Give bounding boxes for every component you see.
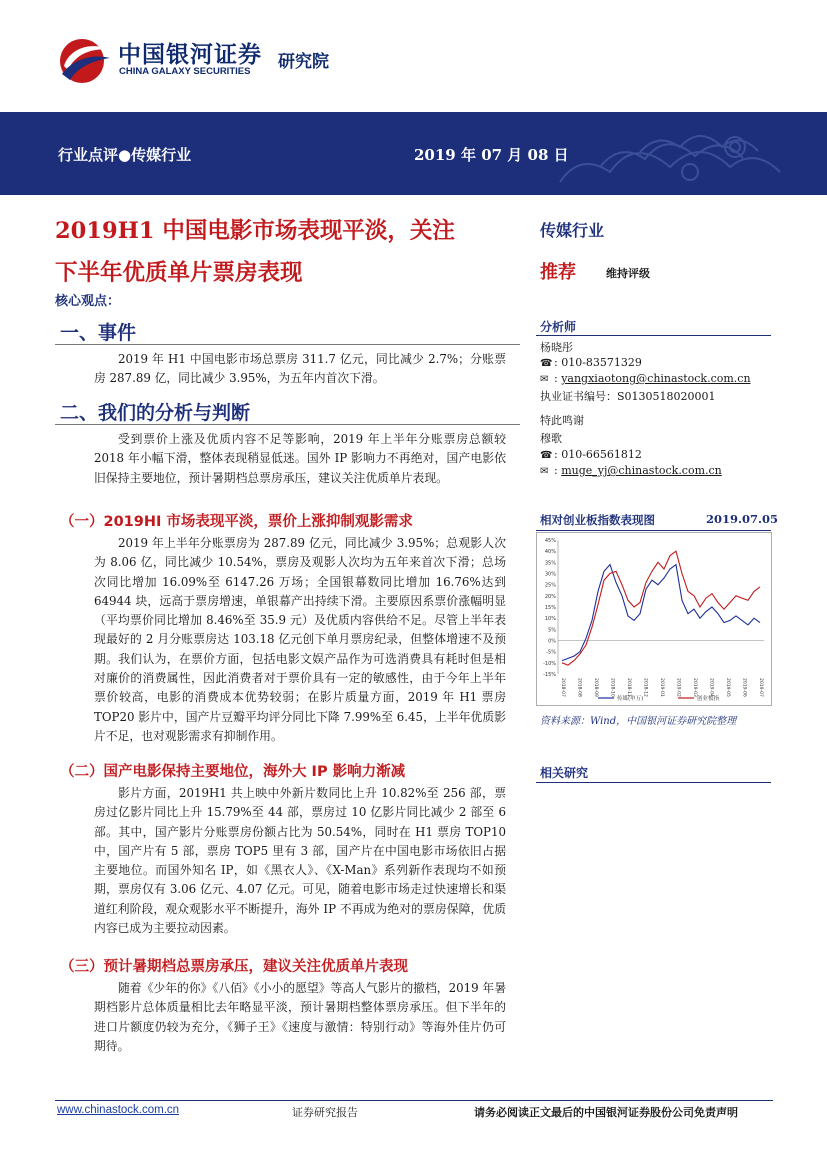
analyst1-name: 杨晓彤: [540, 341, 573, 354]
subsection-3-paragraph: 随着《少年的你》《八佰》《小小的愿望》等高人气影片的撤档，2019 年暑期档影片总体质量相比去年略显平淡，预计暑期档整体票房承压。但下半年的进口片额度仍较为充分，《狮子王》《速度与激情：特别行动》等海外佳片仍可期待。: [94, 981, 506, 1053]
core-view-label: 核心观点：: [55, 294, 121, 309]
y-tick-label: 20%: [544, 593, 556, 600]
analyst1-cert: 执业证书编号：S0130518020001: [540, 390, 716, 403]
y-tick-label: -15%: [543, 672, 556, 678]
legend-label: 传媒(申万): [617, 696, 644, 702]
x-tick-label: 2018-12: [642, 678, 648, 697]
mail-icon: ✉: [540, 374, 549, 385]
report-type-label: 行业点评●传媒行业: [58, 146, 192, 164]
institute-label: 研究院: [278, 52, 329, 72]
analyst2-phone: 010-66561812: [561, 448, 642, 461]
sidebar-industry: 传媒行业: [540, 221, 605, 240]
x-tick-label: 2019-06: [741, 678, 747, 697]
y-tick-label: 0%: [548, 638, 556, 645]
x-tick-label: 2018-10: [609, 678, 615, 697]
report-title-line1: 2019H1 中国电影市场表现平淡，关注: [55, 218, 455, 244]
x-tick-label: 2019-04: [708, 678, 714, 697]
brand-name-en: CHINA GALAXY SECURITIES: [119, 66, 251, 77]
analyst2-email-link[interactable]: muge_yj@chinastock.com.cn: [561, 464, 722, 477]
analyst-label: 分析师: [540, 320, 577, 334]
event-paragraph: 2019 年 H1 中国电影市场总票房 311.7 亿元，同比减少 2.7%；分账票房 287.89 亿，同比减少 3.95%，为五年内首次下滑。: [94, 352, 506, 386]
section-divider: [55, 424, 520, 425]
series-line: [562, 551, 760, 665]
header-banner: [0, 112, 827, 195]
analyst1-phone: 010-83571329: [561, 356, 642, 369]
x-tick-label: 2019-03: [692, 678, 697, 697]
y-tick-label: 40%: [544, 549, 556, 556]
chart-date: 2019.07.05: [706, 512, 779, 526]
relative-performance-chart: [536, 532, 772, 706]
x-tick-label: 2018-07: [560, 678, 565, 697]
footer-center-label: 证券研究报告: [292, 1106, 358, 1119]
rating-note: 维持评级: [606, 267, 650, 280]
analyst2-email-row: ✉ : muge_yj@chinastock.com.cn: [540, 464, 722, 477]
y-tick-label: 10%: [544, 616, 556, 623]
analyst1-email-row: ✉ : yangxiaotong@chinastock.com.cn: [540, 372, 751, 385]
section-heading-event: 一、事件: [60, 322, 137, 344]
sidebar-divider: [536, 335, 771, 336]
chart-source: 资料来源：Wind，中国银河证券研究院整理: [540, 716, 737, 727]
section-divider: [55, 344, 520, 345]
report-date: 2019 年 07 月 08 日: [414, 146, 569, 164]
thanks-label: 特此鸣谢: [540, 414, 584, 427]
y-tick-label: 5%: [548, 627, 556, 634]
x-tick-label: 2019-02: [675, 678, 681, 697]
x-tick-label: 2018-09: [593, 678, 598, 697]
subsection-2-paragraph: 影片方面，2019H1 共上映中外新片数同比上升 10.82%至 256 部，票房过亿影片同比上升 15.79%至 44 部，票房过 10 亿影片同比减少 2 部至 6 部。其中，国产影片分账票房份额占比为 50.54%，同时在 H1 票房 TOP10 中，国产片有 5 部，票房 TOP5 里有 3 部，国产片在中国电影市场依旧占据主要地位。而国外知名 IP，如《黑衣人》、《X-Man》系列新作表现均不如预期，票房仅有 3.06 亿元、4.07 亿元。可见，随着电影市场走过快速增长和渠道红利阶段，观众观影水平不断提升，海外 IP 不再成为绝对的票房保障，优质内容已成为主要拉动因素。: [94, 786, 506, 936]
phone-icon: ☎: [540, 358, 553, 369]
sidebar-divider: [536, 782, 771, 783]
legend-label: 创业板指: [697, 696, 720, 702]
y-tick-label: 30%: [544, 571, 556, 578]
galaxy-logo-icon: [56, 36, 112, 86]
analyst2-name: 穆歌: [540, 432, 562, 445]
related-research-label: 相关研究: [540, 766, 589, 780]
y-tick-label: 15%: [544, 605, 556, 611]
x-tick-label: 2019-07: [758, 678, 763, 697]
analyst1-phone-row: ☎ : 010-83571329: [540, 356, 642, 369]
y-tick-label: 25%: [544, 582, 556, 589]
subsection-heading-1: （一）2019HI 市场表现平淡，票价上涨抑制观影需求: [60, 514, 413, 530]
footer-website-link[interactable]: www.chinastock.com.cn: [57, 1104, 180, 1116]
rating-recommend: 推荐: [540, 262, 576, 283]
x-tick-label: 2019-01: [659, 678, 664, 697]
footer-divider: [55, 1100, 773, 1101]
analyst1-email-link[interactable]: yangxiaotong@chinastock.com.cn: [561, 372, 751, 385]
analysis-paragraph: 受到票价上涨及优质内容不足等影响，2019 年上半年分账票房总额较 2018 年小幅下滑，整体表现稍显低迷。国外 IP 影响力不再绝对，国产电影依旧保持主要地位，预计暑期档总票房承压，建议关注优质单片表现。: [94, 432, 506, 485]
chart-frame: [537, 533, 772, 706]
x-tick-label: 2018-11: [626, 678, 631, 697]
y-tick-label: 35%: [544, 560, 556, 567]
analyst2-phone-row: ☎ : 010-66561812: [540, 448, 642, 461]
series-line: [562, 565, 760, 661]
sidebar-divider: [536, 530, 771, 531]
y-tick-label: 45%: [544, 538, 556, 544]
phone-icon: ☎: [540, 450, 553, 461]
mail-icon: ✉: [540, 466, 549, 477]
chart-title: 相对创业板指数表现图: [540, 513, 655, 527]
subsection-heading-2: （二）国产电影保持主要地位，海外大 IP 影响力渐减: [60, 764, 406, 780]
y-tick-label: -10%: [543, 660, 556, 667]
y-tick-label: -5%: [546, 649, 556, 656]
subsection-heading-3: （三）预计暑期档总票房承压，建议关注优质单片表现: [60, 959, 408, 975]
subsection-1-paragraph: 2019 年上半年分账票房为 287.89 亿元，同比减少 3.95%；总观影人次为 8.06 亿，同比减少 10.54%，票房及观影人次均为五年来首次下滑；总场次同比增加 16.09%至 6147.26 万场；全国银幕数同比增加 16.76%达到 64944 块，远高于票房增速，单银幕产出持续下滑。主要原因系票价涨幅明显（平均票价同比增加 8.46%至 35.9 元）及优质内容供给不足。尽管上半年表现最好的 2 月分账票房达 103.18 亿元创下单月票房纪录，但整体增速不及预期。我们认为，在票价方面，包括电影文娱产品作为可选消费具有耗时但是相对廉价的消费属性，因此消费者对于票价具有一定的敏感性，由于今年上半年票价较高，电影的消费成本优势较弱；在影片质量方面，2019 年 H1 票房 TOP20 影片中，国产片豆瓣平均评分同比下降 7.99%至 6.45，上半年优质影片不足，也对观影需求有抑制作用。: [94, 536, 506, 743]
brand-name-cn: 中国银河证券: [118, 42, 262, 68]
x-tick-label: 2019-05: [725, 678, 730, 697]
x-tick-label: 2018-08: [576, 678, 582, 697]
footer-disclaimer: 请务必阅读正文最后的中国银河证券股份公司免责声明: [474, 1106, 738, 1119]
report-title-line2: 下半年优质单片票房表现: [55, 260, 303, 286]
section-heading-analysis: 二、我们的分析与判断: [60, 402, 251, 424]
